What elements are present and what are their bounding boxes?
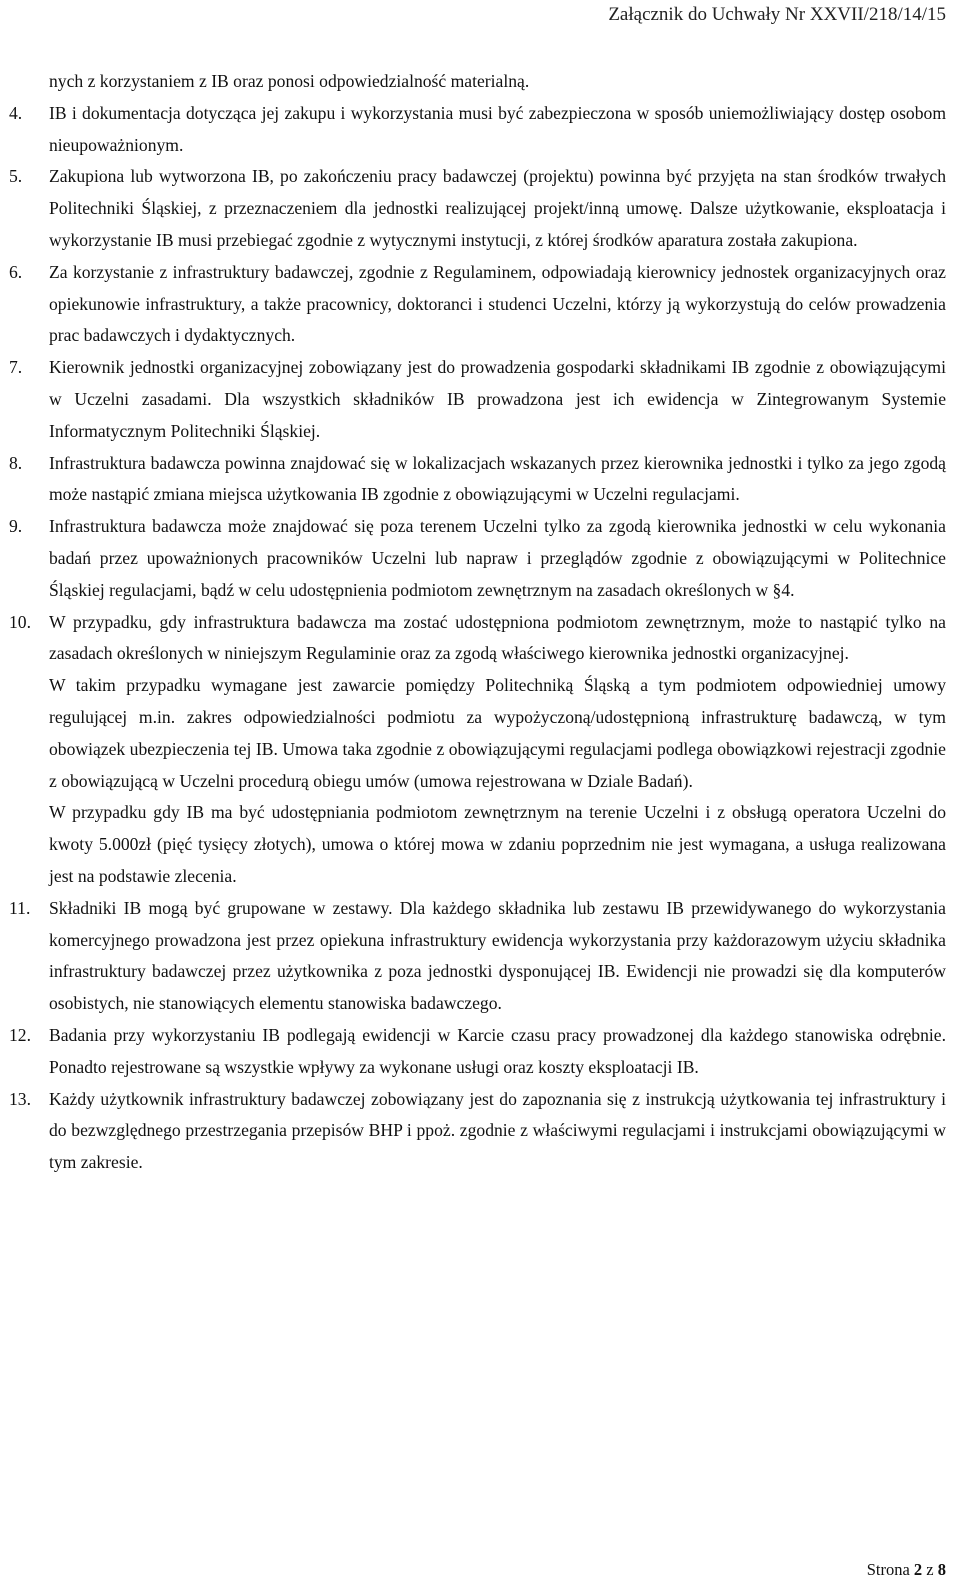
paragraph-text: Infrastruktura badawcza powinna znajdować się w lokalizacjach wskazanych przez kierownika jednostki i tylko za jego zgodą może nastąpić zmiana miejsca użytkowania IB zgodnie z obowiązującymi w Uczelni regulacjami. [49,452,946,505]
paragraph-11 [9,893,946,1020]
paragraph-9 [9,511,946,606]
paragraph-12 [9,1020,946,1084]
paragraph-number: 8. [9,452,23,473]
page-header: Załącznik do Uchwały Nr XXVII/218/14/15 [608,4,946,25]
page-separator: z [926,1560,934,1579]
paragraph-5 [9,161,946,256]
page-total: 8 [937,1560,946,1579]
paragraph-text: Składniki IB mogą być grupowane w zestawy. Dla każdego składnika lub zestawu IB przewidywanego do wykorzystania komercyjnego prowadzona jest przez opiekuna infrastruktury ewidencja wykorzystania przy każdorazowym użyciu składnika infrastruktury badawczej przez użytkownika z poza jednostki dysponującej IB. Ewidencji nie prowadzi się dla komputerów osobistych, nie stanowiących elementu stanowiska badawczego. [49,897,946,1014]
page-number: 2 [913,1560,923,1579]
page-footer [867,1560,946,1580]
paragraph-text: W przypadku, gdy infrastruktura badawcza ma zostać udostępniona podmiotom zewnętrznym, może to nastąpić tylko na zasadach określonych w niniejszym Regulaminie oraz za zgodą właściwego kierownika jednostki organizacyjnej. [49,611,946,664]
paragraph-number: 11. [9,897,31,918]
paragraph-number: 5. [9,166,23,187]
paragraph-text: Zakupiona lub wytworzona IB, po zakończeniu pracy badawczej (projektu) powinna być przyjęta na stan środków trwałych Politechniki Śląskiej, z przeznaczeniem dla jednostki realizującej projekt/inną umowę. Dalsze użytkowanie, eksploatacja i wykorzystanie IB musi przebiegać zgodnie z wytycznymi instytucji, z której środków aparatura została zakupiona. [49,166,946,250]
paragraph-4 [9,98,946,162]
paragraph-number: 12. [9,1024,31,1045]
paragraph-7 [9,352,946,447]
paragraph-8 [9,448,946,512]
page-label: Strona [866,1560,910,1579]
paragraph-number: 6. [9,261,23,282]
paragraph-13 [9,1084,946,1179]
paragraph-text: IB i dokumentacja dotycząca jej zakupu i wykorzystania musi być zabezpieczona w sposób uniemożliwiający dostęp osobom nieupoważnionym. [49,102,946,155]
paragraph-text: nych z korzystaniem z IB oraz ponosi odpowiedzialność materialną. [49,71,530,91]
paragraph-number: 10. [9,611,31,632]
paragraph-text: Kierownik jednostki organizacyjnej zobowiązany jest do prowadzenia gospodarki składnikami IB zgodnie z obowiązującymi w Uczelni zasadami. Dla wszystkich składników IB prowadzona jest ich ewidencja w Zintegrowanym Systemie Informatycznym Politechniki Śląskiej. [49,357,946,441]
paragraph-text: Za korzystanie z infrastruktury badawczej, zgodnie z Regulaminem, odpowiadają kierownicy jednostek organizacyjnych oraz opiekunowie infrastruktury, a także pracownicy, doktoranci i studenci Uczelni, którzy ją wykorzystują do celów prowadzenia prac badawczych i dydaktycznych. [49,261,946,346]
paragraph-subtext: W takim przypadku wymagane jest zawarcie pomiędzy Politechniką Śląską a tym podmiotem odpowiedniej umowy regulującej m.in. zakres odpowiedzialności podmiotu za wypożyczoną/udostępnioną infrastrukturę badawczą, w tym obowiązek ubezpieczenia tej IB. Umowa taka zgodnie z obowiązującymi regulacjami podlega obowiązkowi rejestracji zgodnie z obowiązującą w Uczelni procedurą obiegu umów (umowa rejestrowana w Dziale Badań). [49,675,946,791]
paragraph-number: 7. [9,357,23,378]
paragraph-subtext: W przypadku gdy IB ma być udostępniania podmiotom zewnętrznym na terenie Uczelni i z obsługą operatora Uczelni do kwoty 5.000zł (pięć tysięcy złotych), umowa o której mowa w zdaniu poprzednim nie jest wymagana, a usługa realizowana jest na podstawie zlecenia. [49,802,946,886]
paragraph-text: Każdy użytkownik infrastruktury badawczej zobowiązany jest do zapoznania się z instrukcją użytkowania tej infrastruktury i do bezwzględnego przestrzegania przepisów BHP i ppoż. zgodnie z właściwymi regulacjami i instrukcjami obowiązującymi w tym zakresie. [49,1088,946,1173]
document-body [9,66,946,1179]
paragraph-number: 4. [9,102,23,123]
paragraph-10 [9,607,946,893]
paragraph-continuation [9,66,946,98]
paragraph-text: Infrastruktura badawcza może znajdować się poza terenem Uczelni tylko za zgodą kierownika jednostki w celu wykonania badań przez upoważnionych pracowników Uczelni lub napraw i przeglądów zgodnie z obowiązującymi w Politechnice Śląskiej regulacjami, bądź w celu udostępnienia podmiotom zewnętrznym na zasadach określonych w §4. [49,516,946,600]
paragraph-text: Badania przy wykorzystaniu IB podlegają ewidencji w Karcie czasu pracy prowadzonej dla każdego stanowiska odrębnie. Ponadto rejestrowane są wszystkie wpływy za wykonane usługi oraz koszty eksploatacji IB. [49,1024,946,1077]
paragraph-number: 9. [9,516,23,537]
paragraph-6 [9,257,946,352]
paragraph-number: 13. [9,1088,31,1109]
